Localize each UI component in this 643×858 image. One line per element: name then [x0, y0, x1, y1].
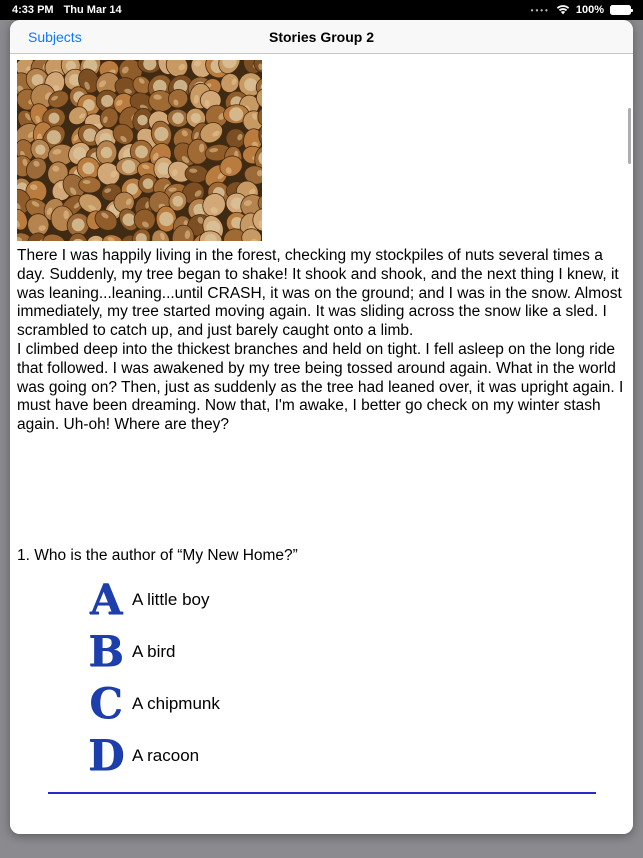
battery-icon: [610, 5, 631, 15]
option-label-c: A chipmunk: [132, 694, 220, 713]
answer-options: [88, 574, 488, 782]
story-content: [10, 54, 633, 834]
option-label-a: A little boy: [132, 590, 210, 609]
navigation-bar: [10, 20, 633, 54]
wifi-icon: [556, 5, 570, 15]
scrollbar[interactable]: [628, 108, 631, 164]
option-letter-d: D: [88, 731, 125, 780]
option-letter-c: C: [89, 679, 123, 728]
option-letter-a: A: [89, 575, 123, 624]
question-divider-line: [48, 792, 596, 794]
hazelnuts-image: [17, 60, 262, 241]
content-card: [10, 20, 633, 834]
status-time: 4:33 PM: [12, 4, 54, 16]
page-title: Stories Group 2: [268, 28, 375, 45]
status-bar: [0, 0, 643, 20]
battery-percent: 100%: [575, 4, 604, 16]
option-letter-b: B: [88, 627, 124, 676]
story-text: [17, 247, 630, 435]
cellular-signal-icon: ••••: [530, 5, 550, 15]
question-text: 1. Who is the author of “My New Home?”: [17, 547, 298, 564]
story-paragraph-1: There I was happily living in the forest, checking my stockpiles of nuts several times a day. Suddenly, my tree began to shake! It shook and shook, and the next thing I knew, it was leaning...leaning...until CRASH, it was on the ground; and I was in the snow. Almost immediately, my tree started moving again. It was sliding across the snow like a sled. I scrambled to catch up, and just barely caught onto a limb.: [17, 247, 622, 340]
option-label-b: A bird: [132, 642, 176, 661]
option-label-d: A racoon: [132, 746, 200, 765]
answer-option-d[interactable]: [88, 730, 488, 782]
answer-option-a[interactable]: [88, 574, 488, 626]
back-button-subjects[interactable]: Subjects: [28, 28, 82, 45]
answer-option-c[interactable]: [88, 678, 488, 730]
status-date: Thu Mar 14: [63, 4, 122, 16]
story-paragraph-2: I climbed deep into the thickest branches and held on tight. I fell asleep on the long ride that followed. I was awakened by my tree being tossed around again. What in the world was going on? Then, just as suddenly as the tree had leaned over, it was upright again. I must have been dreaming. Now that, I'm awake, I better go check on my winter stash again. Uh-oh! Where are they?: [17, 340, 624, 434]
answer-option-b[interactable]: [88, 626, 488, 678]
